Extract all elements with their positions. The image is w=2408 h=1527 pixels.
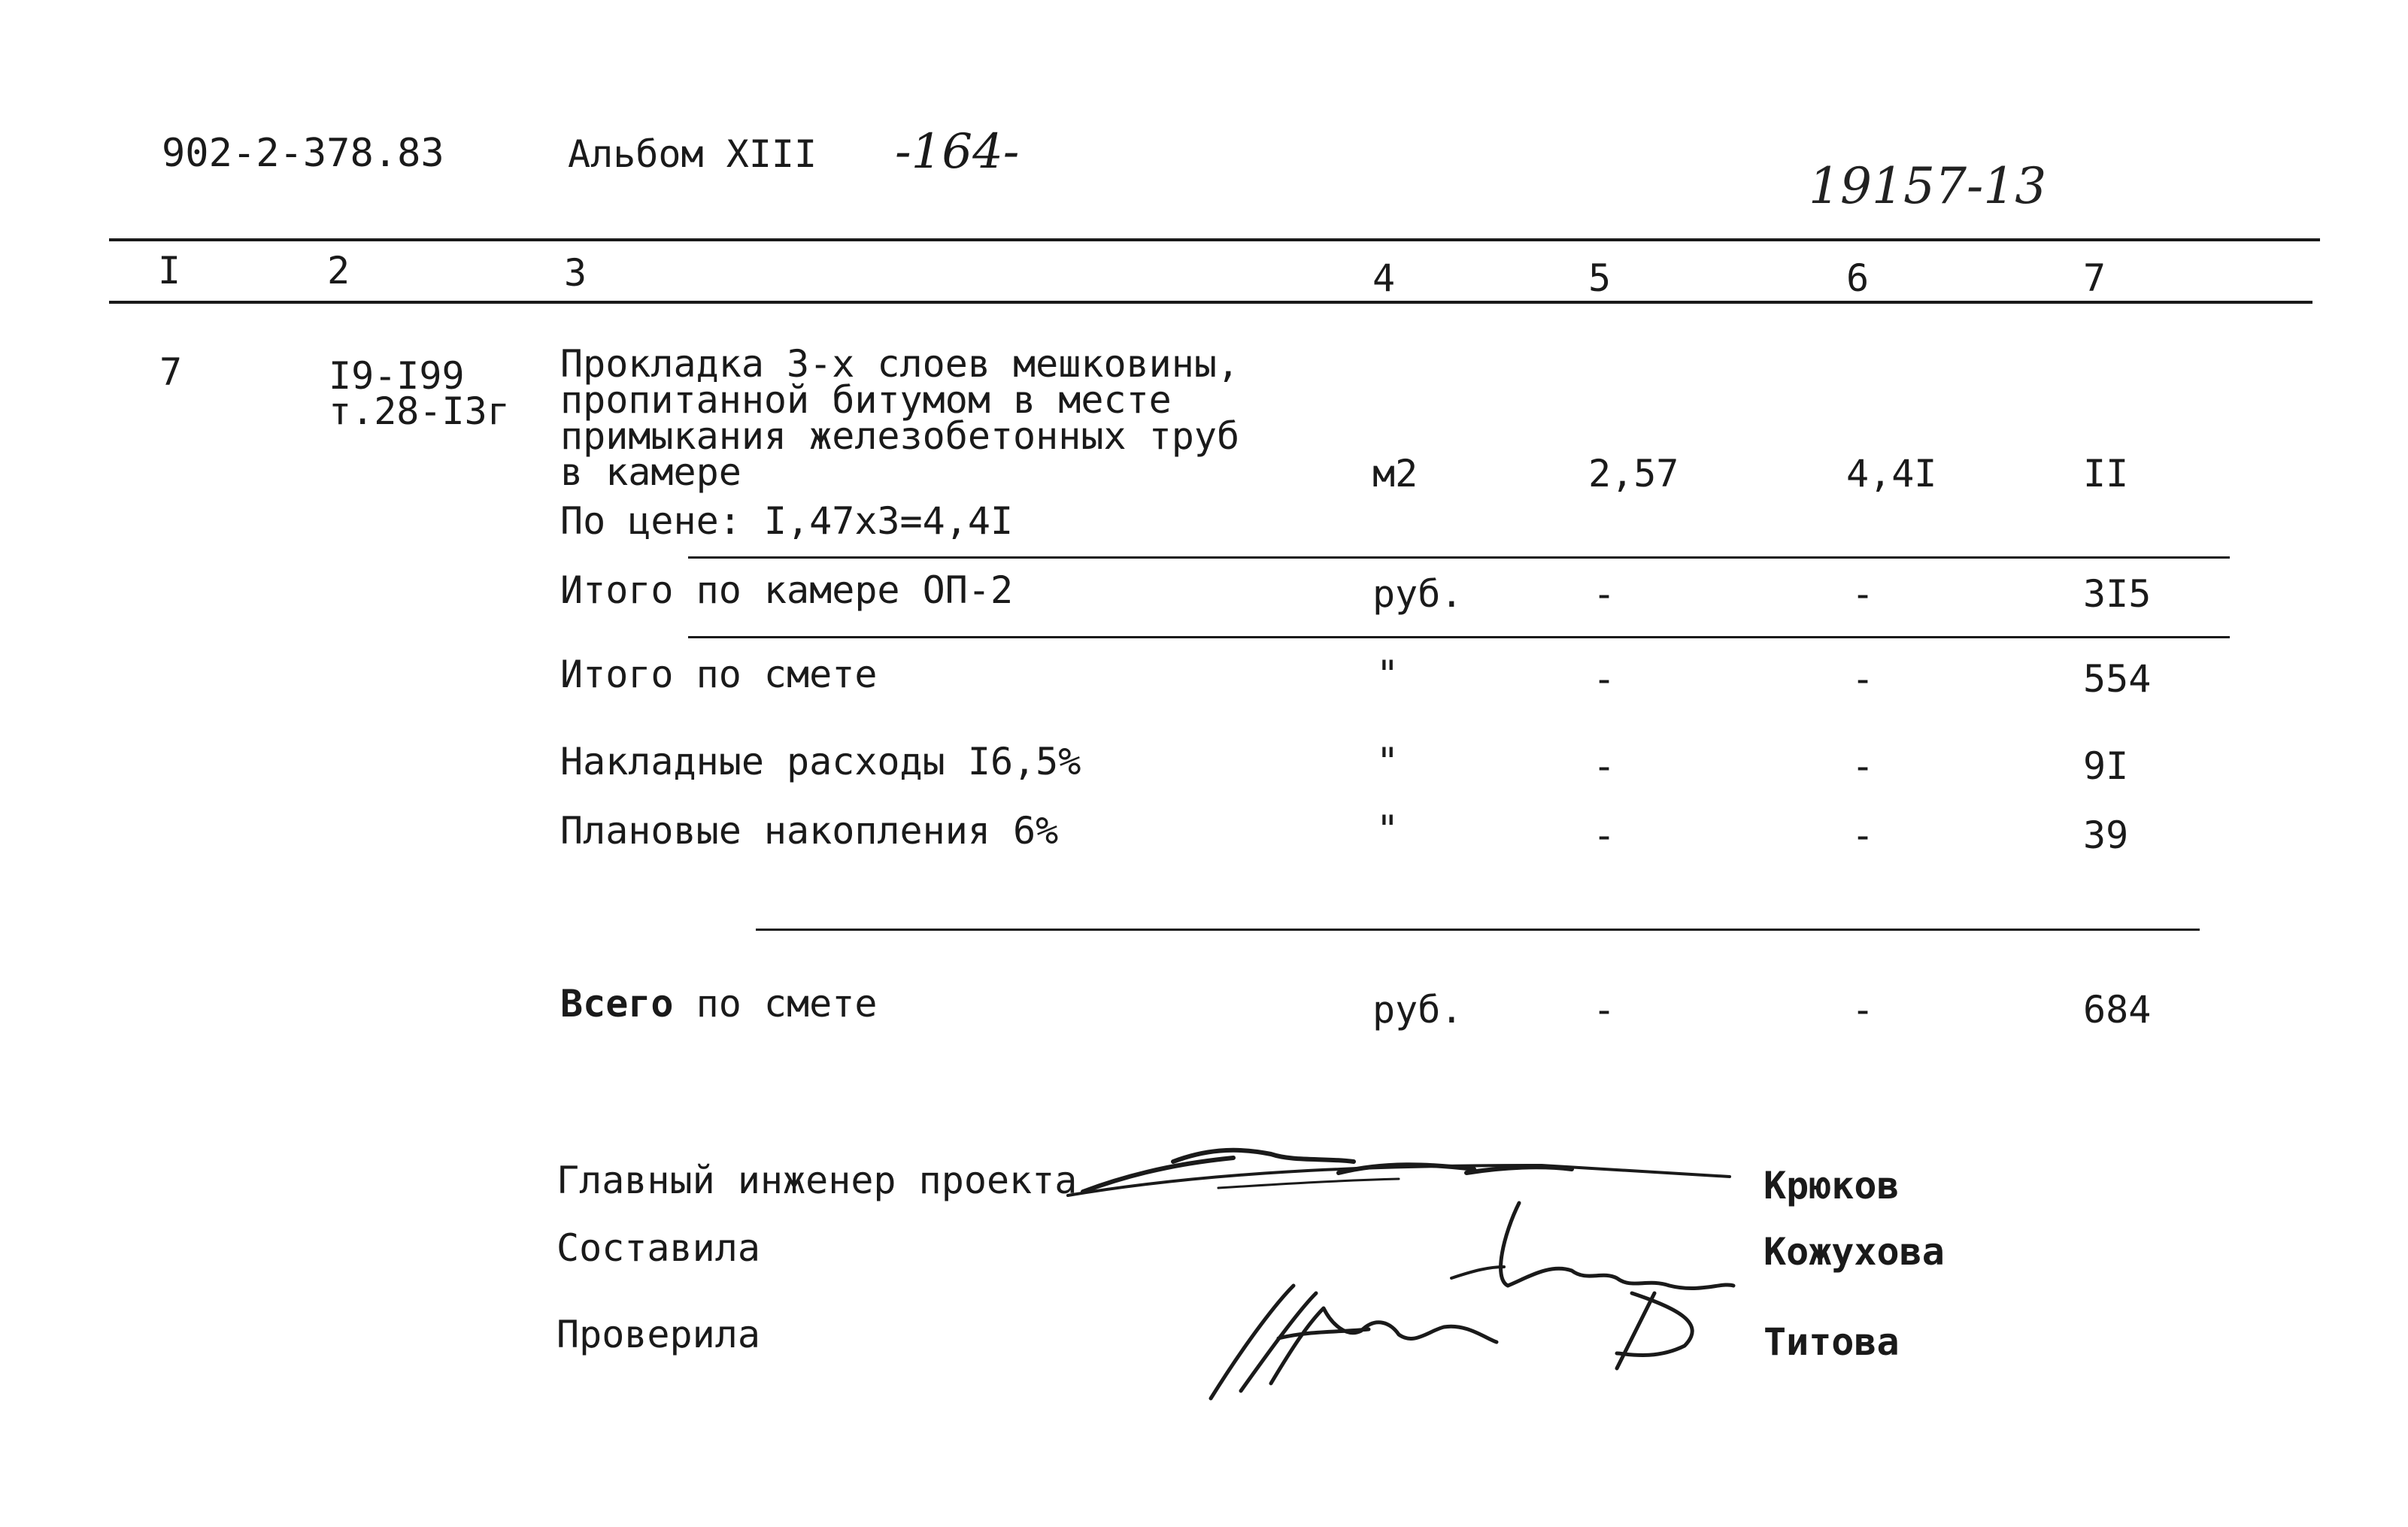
doc-code: 902-2-378.83 (162, 131, 444, 176)
grand-total-label-rest: по смете (673, 982, 878, 1026)
subtotal-total: 39 (2083, 813, 2129, 857)
subtotal-col5: - (1593, 744, 1616, 788)
signature-role-compiled: Составила (557, 1226, 760, 1270)
subtotal-col5: - (1593, 657, 1616, 701)
subtotal-label: Итого по смете (560, 653, 878, 696)
subtotal-col5: - (1593, 813, 1616, 857)
subtotal-label: Плановые накопления 6% (560, 809, 1059, 853)
signature-role-chief-engineer: Главный инженер проекта (557, 1159, 1078, 1202)
subtotal-total: 9I (2083, 744, 2129, 788)
subtotal-label: Итого по камере ОП-2 (560, 568, 1014, 612)
col-header-1: I (158, 249, 181, 292)
item-price: 4,4I (1846, 452, 1937, 495)
subtotal-unit: " (1376, 740, 1400, 783)
subtotal-label: Накладные расходы I6,5% (560, 740, 1081, 783)
signature-name-checked: Титова (1764, 1320, 1900, 1364)
item-qty: 2,57 (1588, 452, 1679, 495)
subtotal-col6: - (1851, 572, 1875, 616)
grand-total-unit: руб. (1372, 988, 1463, 1032)
signature-name-chief-engineer: Крюков (1764, 1164, 1900, 1207)
subtotal-col6: - (1851, 813, 1875, 857)
signature-name-compiled: Кожухова (1764, 1230, 1945, 1274)
item-description: Прокладка 3-х слоев мешковины, пропитанной битумом в месте примыкания железобетонных труб в камере (560, 342, 1240, 494)
col-header-4: 4 (1372, 256, 1396, 300)
item-code-line1: I9-I99 (329, 354, 465, 398)
subtotal-unit: " (1376, 653, 1400, 696)
subtotal-col6: - (1851, 657, 1875, 701)
grand-total-label-bold: Всего (560, 982, 674, 1026)
col-header-6: 6 (1846, 256, 1870, 300)
subtotal-col6: - (1851, 744, 1875, 788)
subtotal-unit: " (1376, 807, 1400, 851)
col-header-7: 7 (2083, 256, 2106, 300)
signature-role-checked: Проверила (557, 1313, 760, 1356)
subtotal-total: 3I5 (2083, 572, 2152, 616)
subtotal-unit: руб. (1372, 572, 1463, 616)
inventory-number: 19157-13 (1809, 157, 2047, 215)
item-total: II (2083, 452, 2129, 495)
page-number: -164- (895, 124, 1020, 180)
item-unit: м2 (1372, 452, 1418, 495)
item-price-note: По цене: I,47х3=4,4I (560, 499, 1014, 543)
item-code-line2: т.28-I3г (329, 389, 510, 433)
subtotal-col5: - (1593, 572, 1616, 616)
grand-total-col6: - (1851, 988, 1875, 1032)
col-header-5: 5 (1588, 256, 1612, 300)
album-label: Альбом XIII (568, 132, 817, 176)
grand-total-col5: - (1593, 988, 1616, 1032)
col-header-2: 2 (327, 249, 350, 292)
col-header-3: 3 (564, 251, 587, 295)
grand-total-total: 684 (2083, 988, 2152, 1032)
signature-checked (1211, 1286, 1497, 1398)
subtotal-total: 554 (2083, 657, 2152, 701)
item-number: 7 (159, 350, 183, 394)
signature-compiled (1501, 1203, 1733, 1368)
